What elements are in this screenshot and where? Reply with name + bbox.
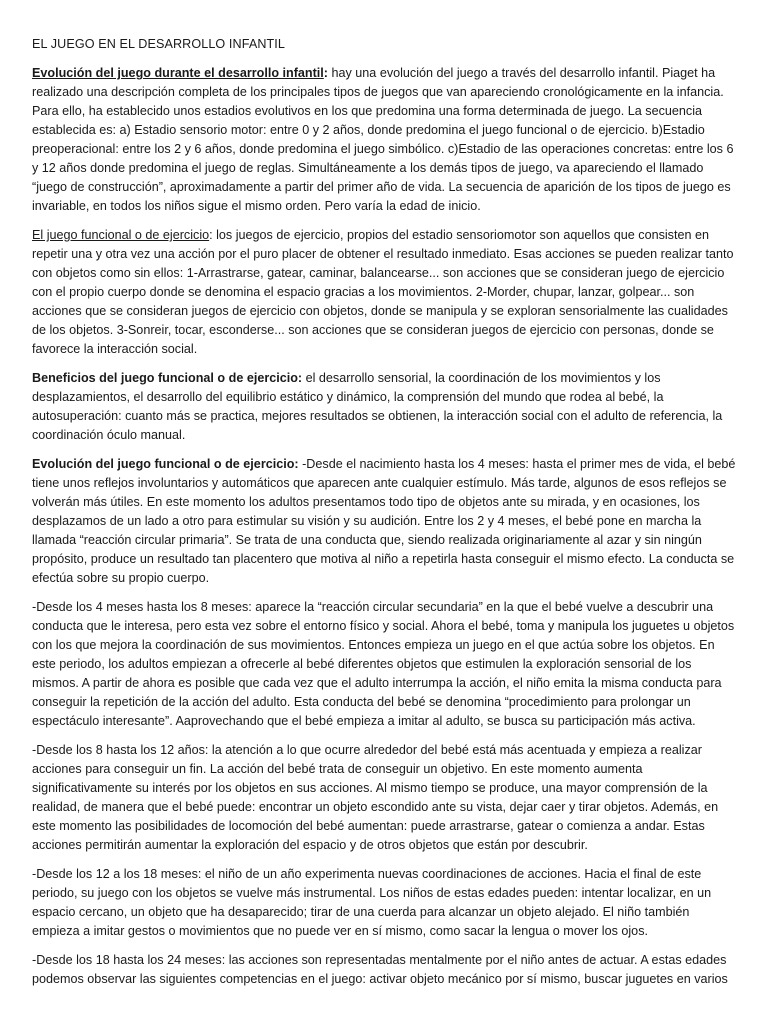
paragraph-heading: Beneficios del juego funcional o de ejercicio: xyxy=(32,371,303,385)
heading-separator: : xyxy=(323,66,328,80)
paragraph-evolucion-juego xyxy=(32,64,740,216)
paragraph-beneficios xyxy=(32,369,740,445)
paragraph-body: el desarrollo sensorial, la coordinación de los movimientos y los desplazamientos, el desarrollo del equilibrio estático y dinámico, la comprensión del mundo que rodea al bebé, la autosuperación: cuanto más se practica, mejores resultados se obtienen, la interacción social con el adulto de referencia, la coordinación óculo manual. xyxy=(32,371,723,442)
paragraph-body: hay una evolución del juego a través del desarrollo infantil. Piaget ha realizado una descripción completa de los principales tipos de juegos que van apareciendo cronológicamente en la infancia. Para ello, ha establecido unos estadios evolutivos en los que predomina una forma determinada de juego. La secuencia establecida es: a) Estadio sensorio motor: entre 0 y 2 años, donde predomina el juego funcional o de ejercicio. b)Estadio preoperacional: entre los 2 y 6 años, donde predomina el juego simbólico. c)Estadio de las operaciones concretas: entre los 6 y 12 años donde predomina el juego de reglas. Simultáneamente a los demás tipos de juego, va apareciendo el llamado “juego de construcción”, aproximadamente a partir del primer año de vida. La secuencia de aparición de los tipos de juego es invariable, en todos los niños sigue el mismo orden. Pero varía la edad de inicio. xyxy=(32,66,734,213)
paragraph-4-8-meses: -Desde los 4 meses hasta los 8 meses: aparece la “reacción circular secundaria” en la que el bebé vuelve a descubrir una conducta que le interesa, pero esta vez sobre el entorno físico y social. Ahora el bebé, toma y manipula los juguetes u objetos con los que mejora la coordinación de sus movimientos. Entonces empieza un juego en el que actúa sobre los objetos. En este periodo, los adultos empiezan a ofrecerle al bebé diferentes objetos que estimulen la exploración sensorial de los mismos. A partir de ahora es posible que cada vez que el adulto interrumpa la acción, el niño emita la misma conducta para conseguir la repetición de la acción del adulto. Esta conducta del bebé se denomina “procedimiento para prolongar un espectáculo interesante”. Aaprovechando que el bebé empieza a imitar al adulto, se busca su participación más activa. xyxy=(32,600,735,728)
paragraph-12-18-meses: -Desde los 12 a los 18 meses: el niño de un año experimenta nuevas coordinaciones de acciones. Hacia el final de este periodo, su juego con los objetos se vuelve más instrumental. Los niños de estas edades pueden: intentar localizar, en un espacio cercano, un objeto que ha desaparecido; tirar de una cuerda para alcanzar un objeto alejado. El niño también empieza a imitar gestos o movimientos que no puede ver en sí mismo, como sacar la lengua o mover los ojos. xyxy=(32,867,712,938)
paragraph-8-12-meses: -Desde los 8 hasta los 12 años: la atención a lo que ocurre alrededor del bebé está más acentuada y empieza a realizar acciones para conseguir un fin. La acción del bebé trata de conseguir un objetivo. En este momento aumenta significativamente su interés por los objetos en sus acciones. Al mismo tiempo se produce, una mayor comprensión de la realidad, de manera que el bebé puede: encontrar un objeto escondido ante su vista, dejar caer y tirar objetos. Además, en este momento las posibilidades de locomoción del bebé aumentan: puede arrastrarse, gatear o comienza a andar. Estas acciones permitirán aumentar la exploración del espacio y de otros objetos que están por descubrir. xyxy=(32,743,719,852)
paragraph-evolucion-funcional xyxy=(32,455,740,588)
paragraph-heading: Evolución del juego durante el desarrollo infantil xyxy=(32,66,324,80)
paragraph-heading: Evolución del juego funcional o de ejercicio: xyxy=(32,457,299,471)
paragraph-18-24-meses: -Desde los 18 hasta los 24 meses: las acciones son representadas mentalmente por el niño antes de actuar. A estas edades podemos observar las siguientes competencias en el juego: activar objeto mecánico por sí mismo, buscar juguetes en varios xyxy=(32,953,728,986)
paragraph-juego-funcional xyxy=(32,226,740,359)
paragraph-body: -Desde el nacimiento hasta los 4 meses: hasta el primer mes de vida, el bebé tiene unos reflejos involuntarios y automáticos que aparecen ante cualquier estímulo. Más tarde, algunos de esos reflejos se volverán más útiles. En este momento los adultos presentamos todo tipo de objetos ante su mirada, y en ocasiones, los desplazamos de un lado a otro para estimular su visión y su audición. Entre los 2 y 4 meses, el bebé pone en marcha la llamada “reacción circular primaria”. Se trata de una conducta que, siendo realizada originariamente al azar y sin ningún propósito, produce un resultado tan placentero que motiva al niño a repetirla hasta conseguir el mismo efecto. La conducta se efectúa sobre su propio cuerpo. xyxy=(32,457,736,585)
paragraph-heading: El juego funcional o de ejercicio xyxy=(32,228,210,242)
document-title: EL JUEGO EN EL DESARROLLO INFANTIL xyxy=(32,37,286,51)
heading-separator: : xyxy=(209,228,213,242)
paragraph-body: los juegos de ejercicio, propios del estadio sensoriomotor son aquellos que consisten en repetir una y otra vez una acción por el puro placer de obtener el resultado inmediato. Esas acciones se pueden realizar tanto con objetos como sin ellos: 1-Arrastrarse, gatear, caminar, balancearse... son acciones que se consideran juego de ejercicio con el propio cuerpo donde se denomina el espacio gracias a los movimientos. 2-Morder, chupar, lanzar, golpear... son acciones que se consideran juegos de ejercicio con objetos, donde se manipula y se exploran sensorialmente las cualidades de los objetos. 3-Sonreir, tocar, esconderse... son acciones que se consideran juegos de ejercicio con personas, donde se favorece la interacción social. xyxy=(32,228,734,356)
